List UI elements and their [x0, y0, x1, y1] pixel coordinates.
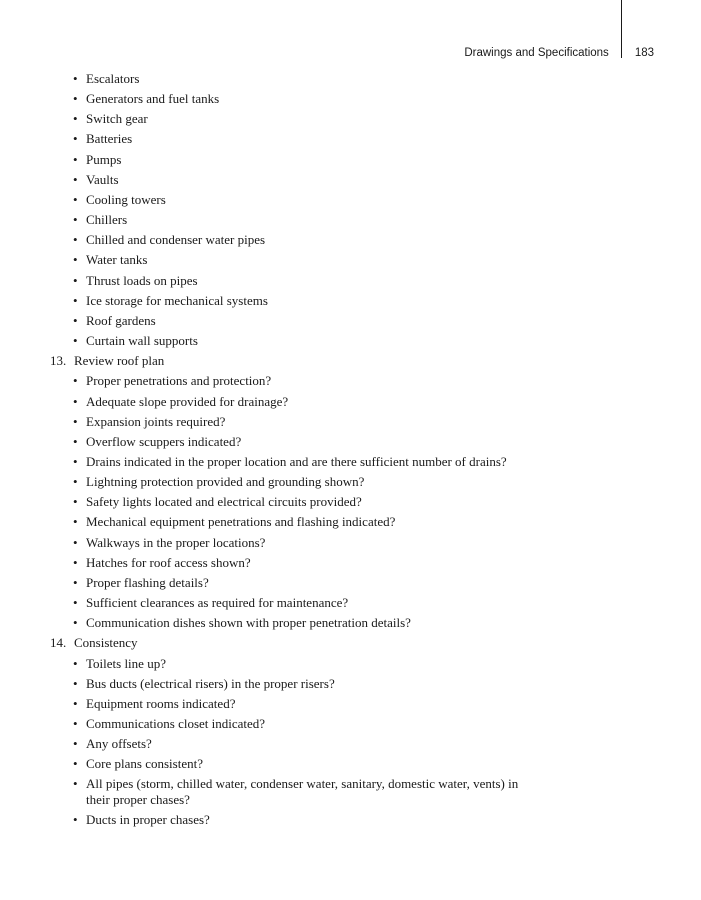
bullet-icon: •	[73, 91, 78, 107]
bullet-icon: •	[73, 71, 78, 86]
list-item: • Pumps	[0, 150, 701, 170]
bullet-icon: •	[73, 171, 78, 187]
bullet-icon: •	[73, 716, 78, 731]
list-item: • Equipment rooms indicated?	[0, 694, 701, 714]
list-item: • Walkways in the proper locations?	[0, 533, 701, 553]
list-item: • Generators and fuel tanks	[0, 89, 701, 109]
list-item: • All pipes (storm, chilled water, condenser water, sanitary, domestic water, vents) in their proper chases?	[73, 776, 519, 808]
bullet-icon: •	[73, 474, 78, 490]
bullet-icon: •	[73, 212, 78, 228]
list-item: • Chilled and condenser water pipes	[0, 230, 701, 250]
list-item: • Lightning protection provided and grounding shown?	[0, 472, 701, 492]
bullet-icon: •	[73, 615, 78, 631]
list-item: • Expansion joints required?	[0, 412, 701, 432]
list-item: • Cooling towers	[0, 190, 701, 210]
list-item: • Communications closet indicated?	[0, 714, 701, 734]
bullet-icon: •	[73, 655, 78, 671]
running-head	[464, 44, 654, 62]
continued-bullet-list	[0, 69, 701, 351]
list-item: • Thrust loads on pipes	[0, 271, 701, 291]
bullet-icon: •	[73, 232, 78, 248]
list-item: • Roof gardens	[0, 311, 701, 331]
list-item: • Curtain wall supports	[0, 331, 701, 351]
list-item: • Switch gear	[0, 109, 701, 129]
bullet-icon: •	[73, 272, 78, 288]
list-item: • Overflow scuppers indicated?	[0, 432, 701, 452]
bullet-icon: •	[73, 191, 78, 207]
bullet-icon: •	[73, 695, 78, 711]
bullet-icon: •	[73, 736, 78, 752]
list-item: • Bus ducts (electrical risers) in the proper risers?	[0, 674, 701, 694]
bullet-icon: •	[73, 151, 78, 167]
bullet-icon: •	[73, 373, 78, 389]
section-13	[0, 351, 701, 371]
bullet-icon: •	[73, 675, 78, 691]
list-item: • Any offsets?	[0, 734, 701, 754]
bullet-icon: •	[73, 131, 78, 147]
numbered-list	[0, 351, 701, 830]
list-item: • Hatches for roof access shown?	[0, 553, 701, 573]
bullet-icon: •	[73, 393, 78, 409]
list-item: • Sufficient clearances as required for maintenance?	[0, 593, 701, 613]
list-item: • Safety lights located and electrical circuits provided?	[0, 492, 701, 512]
list-item: • Ice storage for mechanical systems	[0, 291, 701, 311]
list-item: • Escalators	[0, 69, 701, 89]
section-number: 14.	[50, 635, 67, 651]
list-item: • Ducts in proper chases?	[0, 810, 701, 830]
list-item: • Mechanical equipment penetrations and flashing indicated?	[0, 512, 701, 532]
bullet-icon: •	[73, 574, 78, 590]
list-item: • Batteries	[0, 129, 701, 149]
section-14-items	[0, 654, 701, 831]
bullet-icon: •	[73, 595, 78, 611]
list-item: • Adequate slope provided for drainage?	[0, 392, 701, 412]
bullet-icon: •	[73, 812, 78, 828]
bullet-icon: •	[73, 453, 78, 469]
bullet-icon: •	[73, 292, 78, 308]
list-item: • Water tanks	[0, 250, 701, 270]
page-number: 183	[634, 47, 654, 59]
section-number: 13.	[50, 353, 67, 369]
list-item: • Core plans consistent?	[0, 754, 701, 774]
section-13-items	[0, 371, 701, 633]
page-body	[0, 69, 701, 831]
running-head-title: Drawings and Specifications	[464, 47, 609, 59]
list-item: • Chillers	[0, 210, 701, 230]
list-item: • Proper flashing details?	[0, 573, 701, 593]
bullet-icon: •	[73, 111, 78, 127]
bullet-icon: •	[73, 494, 78, 510]
list-item: • Toilets line up?	[0, 654, 701, 674]
list-item: • Communication dishes shown with proper penetration details?	[0, 613, 701, 633]
list-item: • Proper penetrations and protection?	[0, 371, 701, 391]
bullet-icon: •	[73, 413, 78, 429]
section-14	[0, 633, 701, 653]
bullet-icon: •	[73, 756, 78, 772]
section-title: Review roof plan	[74, 353, 165, 369]
bullet-icon: •	[73, 312, 78, 328]
bullet-icon: •	[73, 333, 78, 349]
bullet-icon: •	[73, 252, 78, 268]
bullet-icon: •	[73, 776, 78, 792]
list-item: • Vaults	[0, 170, 701, 190]
bullet-icon: •	[73, 514, 78, 530]
bullet-icon: •	[73, 534, 78, 550]
section-title: Consistency	[74, 635, 138, 651]
bullet-icon: •	[73, 433, 78, 449]
list-item: • Drains indicated in the proper location and are there sufficient number of drains?	[0, 452, 701, 472]
bullet-icon: •	[73, 554, 78, 570]
